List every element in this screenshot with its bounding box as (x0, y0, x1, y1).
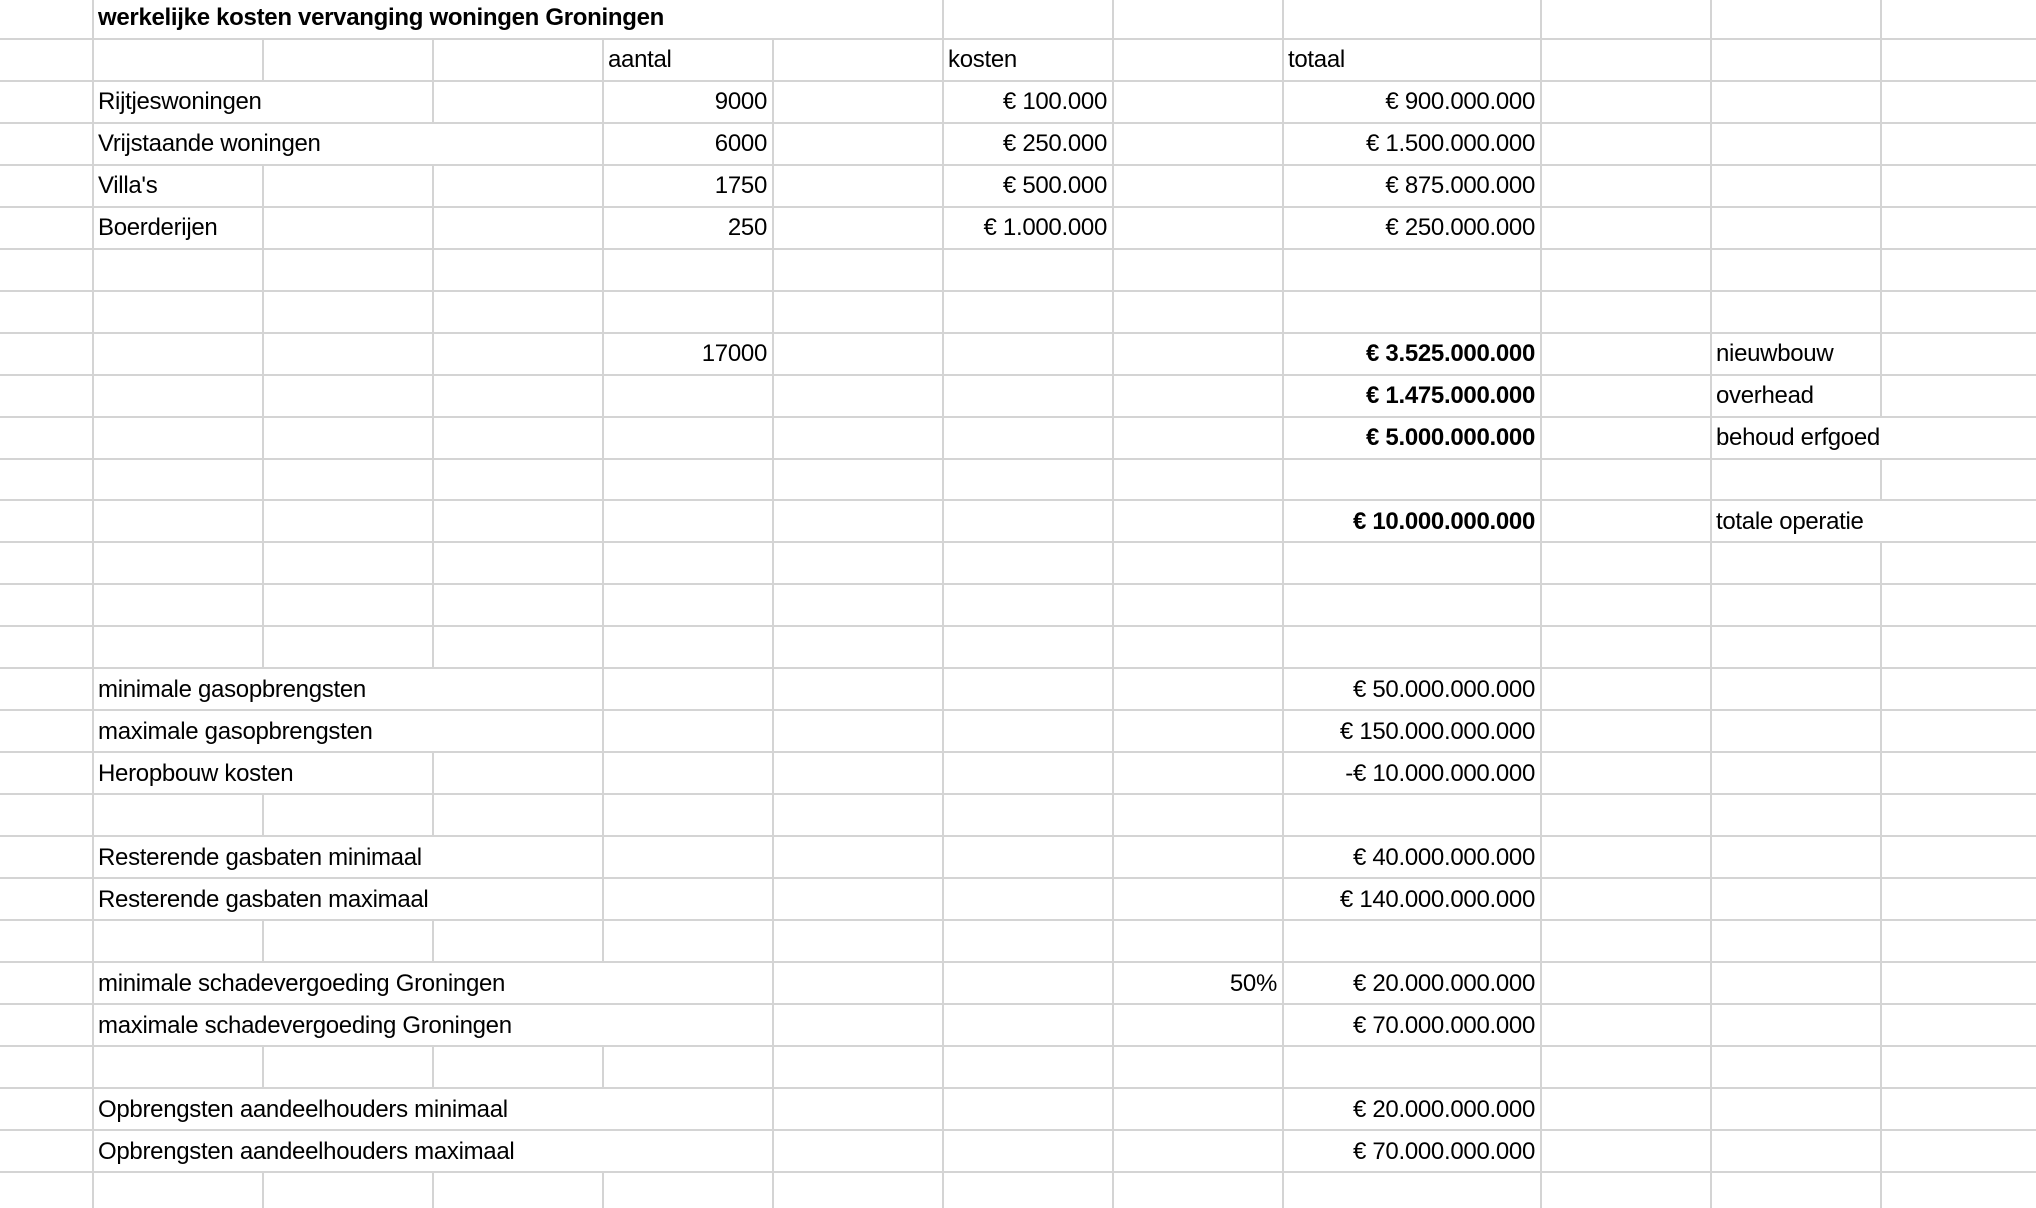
column-gridline (1282, 1046, 1284, 1088)
column-gridline (432, 1046, 434, 1088)
column-gridline (772, 1088, 774, 1130)
column-gridline (942, 459, 944, 500)
gas-value-cell[interactable]: -€ 10.000.000.000 (1345, 760, 1535, 787)
column-gridline (432, 333, 434, 375)
column-gridline (262, 794, 264, 836)
column-gridline (1710, 1088, 1712, 1130)
column-gridline (432, 920, 434, 962)
column-gridline (1282, 291, 1284, 333)
column-gridline (602, 584, 604, 626)
row-gridline (0, 625, 2036, 627)
column-gridline (942, 626, 944, 668)
subtotaal-value-cell[interactable]: € 3.525.000.000 (1366, 340, 1535, 367)
column-gridline (772, 584, 774, 626)
column-gridline (1112, 794, 1114, 836)
column-gridline (942, 1046, 944, 1088)
column-gridline (942, 710, 944, 752)
column-gridline (1880, 333, 1882, 375)
column-gridline (772, 1172, 774, 1208)
subtotaal-label-cell[interactable]: overhead (1716, 382, 1814, 409)
column-gridline (1880, 668, 1882, 710)
column-gridline (1540, 542, 1542, 584)
column-gridline (1710, 207, 1712, 249)
column-gridline (1112, 668, 1114, 710)
column-gridline (1112, 878, 1114, 920)
totaal-aantal-cell[interactable]: 17000 (701, 340, 767, 367)
column-gridline (1282, 0, 1284, 39)
column-gridline (772, 291, 774, 333)
column-gridline (1540, 459, 1542, 500)
column-gridline (602, 1046, 604, 1088)
column-gridline (1112, 1172, 1114, 1208)
column-gridline (942, 962, 944, 1004)
schade-value-cell[interactable]: € 70.000.000.000 (1352, 1012, 1535, 1039)
column-gridline (1880, 1088, 1882, 1130)
column-gridline (1282, 459, 1284, 500)
woning-aantal-cell[interactable]: 250 (727, 214, 767, 241)
column-gridline (262, 626, 264, 668)
column-gridline (262, 459, 264, 500)
column-gridline (262, 1172, 264, 1208)
woning-kosten-cell[interactable]: € 1.000.000 (983, 214, 1107, 241)
column-gridline (1710, 1046, 1712, 1088)
column-gridline (1880, 836, 1882, 878)
column-gridline (772, 1004, 774, 1046)
column-gridline (92, 542, 94, 584)
column-gridline (1710, 668, 1712, 710)
column-gridline (1112, 459, 1114, 500)
column-gridline (772, 920, 774, 962)
subtotaal-label-cell[interactable]: behoud erfgoed (1716, 424, 1880, 451)
gas-value-cell[interactable]: € 150.000.000.000 (1339, 718, 1535, 745)
column-gridline (942, 794, 944, 836)
column-gridline (772, 417, 774, 459)
aandeelhouders-label-cell[interactable]: Opbrengsten aandeelhouders minimaal (98, 1096, 508, 1123)
column-gridline (1880, 1046, 1882, 1088)
column-gridline (92, 375, 94, 417)
column-gridline (432, 165, 434, 207)
column-gridline (1710, 710, 1712, 752)
woning-totaal-cell[interactable]: € 250.000.000 (1385, 214, 1535, 241)
column-gridline (262, 375, 264, 417)
woning-totaal-cell[interactable]: € 875.000.000 (1385, 172, 1535, 199)
column-gridline (1710, 584, 1712, 626)
column-gridline (1710, 1004, 1712, 1046)
column-gridline (262, 207, 264, 249)
column-gridline (92, 626, 94, 668)
woning-kosten-cell[interactable]: € 100.000 (1002, 88, 1107, 115)
woning-totaal-cell[interactable]: € 1.500.000.000 (1366, 130, 1535, 157)
column-gridline (1112, 1004, 1114, 1046)
column-gridline (1540, 1172, 1542, 1208)
column-gridline (1880, 165, 1882, 207)
woning-kosten-cell[interactable]: € 500.000 (1002, 172, 1107, 199)
column-gridline (602, 920, 604, 962)
column-gridline (1880, 878, 1882, 920)
column-gridline (1880, 81, 1882, 123)
aandeelhouders-label-cell[interactable]: Opbrengsten aandeelhouders maximaal (98, 1138, 515, 1165)
column-gridline (942, 584, 944, 626)
column-gridline (1710, 1172, 1712, 1208)
column-gridline (1112, 333, 1114, 375)
column-gridline (262, 165, 264, 207)
column-gridline (1112, 1046, 1114, 1088)
column-gridline (432, 39, 434, 81)
column-gridline (942, 417, 944, 459)
gas-label-cell[interactable]: minimale gasopbrengsten (98, 676, 366, 703)
column-gridline (1540, 794, 1542, 836)
column-gridline (1880, 962, 1882, 1004)
column-gridline (1540, 0, 1542, 39)
column-gridline (1710, 836, 1712, 878)
column-gridline (1540, 920, 1542, 962)
column-gridline (262, 920, 264, 962)
column-gridline (432, 542, 434, 584)
aandeelhouders-value-cell[interactable]: € 70.000.000.000 (1352, 1138, 1535, 1165)
gas-label-cell[interactable]: Heropbouw kosten (98, 760, 294, 787)
column-gridline (262, 333, 264, 375)
column-gridline (1710, 794, 1712, 836)
subtotaal-label-cell[interactable]: nieuwbouw (1716, 340, 1834, 367)
column-gridline (92, 920, 94, 962)
column-gridline (772, 836, 774, 878)
column-gridline (942, 752, 944, 794)
column-gridline (942, 878, 944, 920)
column-gridline (92, 794, 94, 836)
woning-type-cell[interactable]: Villa's (98, 172, 158, 199)
schade-label-cell[interactable]: minimale schadevergoeding Groningen (98, 970, 506, 997)
column-gridline (1880, 459, 1882, 500)
column-gridline (1880, 1004, 1882, 1046)
column-gridline (602, 794, 604, 836)
column-gridline (1710, 123, 1712, 165)
column-gridline (602, 542, 604, 584)
column-gridline (1880, 123, 1882, 165)
column-gridline (1112, 291, 1114, 333)
column-gridline (1282, 1172, 1284, 1208)
column-gridline (432, 752, 434, 794)
column-gridline (602, 1172, 604, 1208)
woning-type-cell[interactable]: Boerderijen (98, 214, 218, 241)
woning-totaal-cell[interactable]: € 900.000.000 (1385, 88, 1535, 115)
column-gridline (942, 375, 944, 417)
column-gridline (1710, 752, 1712, 794)
column-gridline (262, 500, 264, 542)
column-gridline (942, 920, 944, 962)
column-gridline (942, 291, 944, 333)
column-gridline (1880, 794, 1882, 836)
header-totaal[interactable]: totaal (1288, 46, 1345, 73)
column-gridline (1880, 207, 1882, 249)
column-gridline (92, 417, 94, 459)
column-gridline (602, 752, 604, 794)
woning-aantal-cell[interactable]: 1750 (714, 172, 767, 199)
column-gridline (432, 1172, 434, 1208)
column-gridline (1880, 0, 1882, 39)
column-gridline (1282, 584, 1284, 626)
column-gridline (942, 249, 944, 291)
totale-operatie-label[interactable]: totale operatie (1716, 508, 1864, 535)
column-gridline (772, 1046, 774, 1088)
column-gridline (1880, 375, 1882, 417)
column-gridline (92, 500, 94, 542)
column-gridline (262, 417, 264, 459)
column-gridline (1710, 81, 1712, 123)
column-gridline (1112, 375, 1114, 417)
column-gridline (602, 668, 604, 710)
column-gridline (942, 1130, 944, 1172)
column-gridline (1880, 1172, 1882, 1208)
column-gridline (432, 249, 434, 291)
woning-type-cell[interactable]: Rijtjeswoningen (98, 88, 262, 115)
woning-aantal-cell[interactable]: 6000 (714, 130, 767, 157)
column-gridline (432, 375, 434, 417)
column-gridline (1112, 836, 1114, 878)
column-gridline (1282, 920, 1284, 962)
header-kosten[interactable]: kosten (948, 46, 1017, 73)
row-gridline (0, 583, 2036, 585)
schade-percentage-cell[interactable]: 50% (1229, 970, 1277, 997)
column-gridline (262, 542, 264, 584)
row-gridline (0, 793, 2036, 795)
column-gridline (1880, 291, 1882, 333)
column-gridline (1112, 417, 1114, 459)
column-gridline (1112, 584, 1114, 626)
column-gridline (92, 1046, 94, 1088)
column-gridline (1112, 1088, 1114, 1130)
column-gridline (432, 417, 434, 459)
column-gridline (1710, 626, 1712, 668)
column-gridline (1710, 0, 1712, 39)
header-aantal[interactable]: aantal (608, 46, 672, 73)
column-gridline (602, 291, 604, 333)
subtotaal-value-cell[interactable]: € 1.475.000.000 (1366, 382, 1535, 409)
woning-kosten-cell[interactable]: € 250.000 (1002, 130, 1107, 157)
column-gridline (772, 375, 774, 417)
totale-operatie-value[interactable]: € 10.000.000.000 (1352, 508, 1535, 535)
gas-value-cell[interactable]: € 50.000.000.000 (1352, 676, 1535, 703)
column-gridline (1112, 752, 1114, 794)
column-gridline (1282, 542, 1284, 584)
column-gridline (1540, 584, 1542, 626)
column-gridline (1880, 920, 1882, 962)
column-gridline (1282, 794, 1284, 836)
column-gridline (602, 417, 604, 459)
column-gridline (772, 542, 774, 584)
column-gridline (1880, 1130, 1882, 1172)
column-gridline (942, 500, 944, 542)
column-gridline (602, 249, 604, 291)
column-gridline (1880, 584, 1882, 626)
schade-value-cell[interactable]: € 20.000.000.000 (1352, 970, 1535, 997)
column-gridline (772, 1130, 774, 1172)
column-gridline (432, 794, 434, 836)
row-gridline (0, 290, 2036, 292)
column-gridline (432, 459, 434, 500)
column-gridline (262, 249, 264, 291)
column-gridline (1710, 39, 1712, 81)
column-gridline (942, 333, 944, 375)
column-gridline (1710, 962, 1712, 1004)
column-gridline (602, 878, 604, 920)
column-gridline (1880, 39, 1882, 81)
column-gridline (772, 668, 774, 710)
column-gridline (772, 500, 774, 542)
resterend-label-cell[interactable]: Resterende gasbaten minimaal (98, 844, 422, 871)
column-gridline (262, 291, 264, 333)
woning-aantal-cell[interactable]: 9000 (714, 88, 767, 115)
woning-type-cell[interactable]: Vrijstaande woningen (98, 130, 321, 157)
column-gridline (1710, 1130, 1712, 1172)
column-gridline (432, 500, 434, 542)
column-gridline (1112, 626, 1114, 668)
column-gridline (942, 1088, 944, 1130)
column-gridline (92, 1172, 94, 1208)
column-gridline (772, 249, 774, 291)
column-gridline (92, 291, 94, 333)
column-gridline (772, 794, 774, 836)
column-gridline (1112, 500, 1114, 542)
column-gridline (92, 459, 94, 500)
column-gridline (772, 752, 774, 794)
column-gridline (1880, 542, 1882, 584)
column-gridline (942, 668, 944, 710)
column-gridline (942, 1004, 944, 1046)
column-gridline (602, 836, 604, 878)
column-gridline (1710, 165, 1712, 207)
column-gridline (262, 1046, 264, 1088)
column-gridline (1710, 249, 1712, 291)
column-gridline (942, 1172, 944, 1208)
column-gridline (1880, 249, 1882, 291)
resterend-label-cell[interactable]: Resterende gasbaten maximaal (98, 886, 429, 913)
column-gridline (602, 459, 604, 500)
column-gridline (772, 626, 774, 668)
column-gridline (1282, 626, 1284, 668)
aandeelhouders-value-cell[interactable]: € 20.000.000.000 (1352, 1096, 1535, 1123)
column-gridline (1880, 710, 1882, 752)
column-gridline (1112, 542, 1114, 584)
column-gridline (1282, 249, 1284, 291)
column-gridline (1112, 920, 1114, 962)
column-gridline (92, 333, 94, 375)
column-gridline (772, 878, 774, 920)
column-gridline (1540, 249, 1542, 291)
column-gridline (1540, 626, 1542, 668)
resterend-value-cell[interactable]: € 140.000.000.000 (1339, 886, 1535, 913)
column-gridline (1710, 291, 1712, 333)
schade-label-cell[interactable]: maximale schadevergoeding Groningen (98, 1012, 512, 1039)
column-gridline (1112, 0, 1114, 39)
column-gridline (602, 626, 604, 668)
column-gridline (92, 584, 94, 626)
column-gridline (1112, 1130, 1114, 1172)
column-gridline (92, 39, 94, 81)
resterend-value-cell[interactable]: € 40.000.000.000 (1352, 844, 1535, 871)
column-gridline (1710, 920, 1712, 962)
column-gridline (1880, 752, 1882, 794)
column-gridline (432, 81, 434, 123)
column-gridline (1112, 710, 1114, 752)
subtotaal-value-cell[interactable]: € 5.000.000.000 (1366, 424, 1535, 451)
column-gridline (602, 710, 604, 752)
column-gridline (92, 249, 94, 291)
column-gridline (942, 542, 944, 584)
column-gridline (772, 459, 774, 500)
column-gridline (432, 207, 434, 249)
column-gridline (1710, 459, 1712, 500)
column-gridline (772, 962, 774, 1004)
column-gridline (1880, 626, 1882, 668)
column-gridline (602, 500, 604, 542)
column-gridline (1540, 291, 1542, 333)
column-gridline (1540, 1046, 1542, 1088)
column-gridline (432, 291, 434, 333)
column-gridline (1112, 249, 1114, 291)
column-gridline (1710, 542, 1712, 584)
column-gridline (602, 375, 604, 417)
sheet-title[interactable]: werkelijke kosten vervanging woningen Groningen (98, 4, 665, 31)
column-gridline (1710, 878, 1712, 920)
gas-label-cell[interactable]: maximale gasopbrengsten (98, 718, 373, 745)
column-gridline (942, 836, 944, 878)
column-gridline (942, 0, 944, 39)
column-gridline (772, 710, 774, 752)
column-gridline (432, 626, 434, 668)
column-gridline (262, 584, 264, 626)
column-gridline (262, 39, 264, 81)
column-gridline (432, 584, 434, 626)
